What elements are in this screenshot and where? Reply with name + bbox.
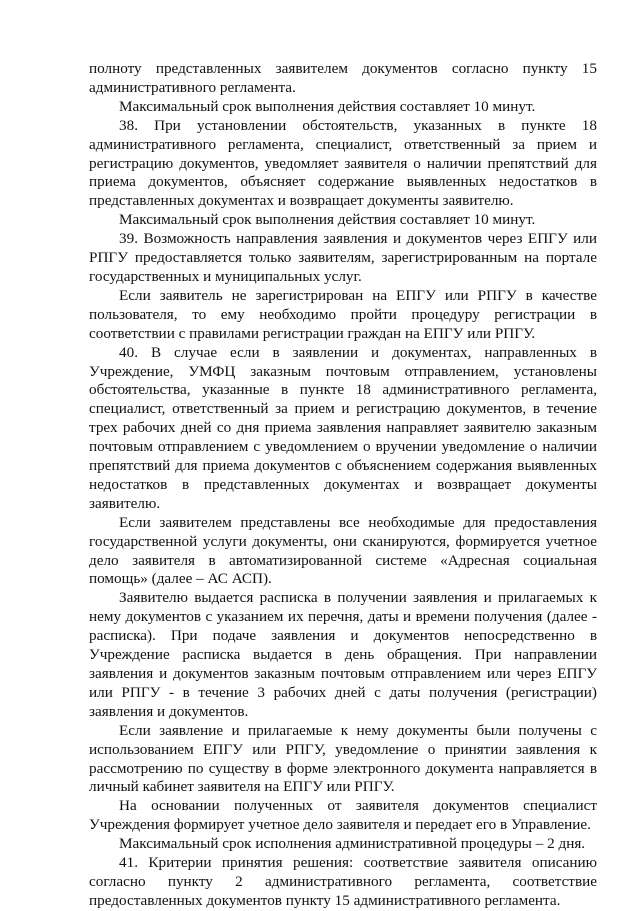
paragraph-3-item-38: 38. При установлении обстоятельств, указанных в пункте 18 административного регламента, специалист, ответственный за прием и регистрацию документов, уведомляет заявителя о наличии препятствий для приема документов, объясняет содержание выявленных недостатков в представленных документах и возвращает документы заявителю.	[89, 116, 597, 210]
paragraph-7-item-40: 40. В случае если в заявлении и документах, направленных в Учреждение, УМФЦ заказным почтовым отправлением, установлены обстоятельства, указанные в пункте 18 административного регламента, специалист, ответственный за прием и регистрацию документов, в течение трех рабочих дней со дня приема заявления направляет заявителю заказным почтовым отправлением с уведомлением о вручении уведомление о наличии препятствий для приема документов с объяснением содержания выявленных недостатков в представленных документах и возвращает документы заявителю.	[89, 343, 597, 512]
paragraph-5-item-39: 39. Возможность направления заявления и документов через ЕПГУ или РПГУ предоставляется только заявителям, зарегистрированным на портале государственных и муниципальных услуг.	[89, 230, 597, 285]
paragraph-11: На основании полученных от заявителя документов специалист Учреждения формирует учетное дело заявителя и передает его в Управление.	[89, 797, 597, 834]
paragraph-12: Максимальный срок исполнения административной процедуры – 2 дня.	[119, 835, 586, 853]
paragraph-2: Максимальный срок выполнения действия составляет 10 минут.	[119, 97, 536, 115]
paragraph-1: полноту представленных заявителем документов согласно пункту 15 административного регламента.	[89, 60, 597, 96]
paragraph-13-item-41: 41. Критерии принятия решения: соответствие заявителя описанию согласно пункту 2 административного регламента, соответствие предоставленных документов пункту 15 административного регламента.	[89, 854, 597, 909]
paragraph-4: Максимальный срок выполнения действия составляет 10 минут.	[119, 211, 536, 229]
paragraph-10: Если заявление и прилагаемые к нему документы были получены с использованием ЕПГУ или РПГУ, уведомление о принятии заявления к рассмотрению по существу в форме электронного документа направляется в личный кабинет заявителя на ЕПГУ или РПГУ.	[89, 721, 597, 796]
paragraph-9: Заявителю выдается расписка в получении заявления и прилагаемых к нему документов с указанием их перечня, даты и времени получения (далее - расписка). При подаче заявления и документов непосредственно в Учреждение расписка выдается в день обращения. При направлении заявления и документов заказным почтовым отправлением или через ЕПГУ или РПГУ - в течение 3 рабочих дней с даты получения (регистрации) заявления и документов.	[89, 589, 597, 720]
paragraph-8: Если заявителем представлены все необходимые для предоставления государственной услуги документы, они сканируются, формируется учетное дело заявителя в автоматизированной системе «Адресная социальная помощь» (далее – АС АСП).	[89, 513, 597, 588]
document-page	[89, 60, 597, 911]
paragraph-6: Если заявитель не зарегистрирован на ЕПГУ или РПГУ в качестве пользователя, то ему необходимо пройти процедуру регистрации в соответствии с правилами регистрации граждан на ЕПГУ или РПГУ.	[89, 286, 597, 342]
